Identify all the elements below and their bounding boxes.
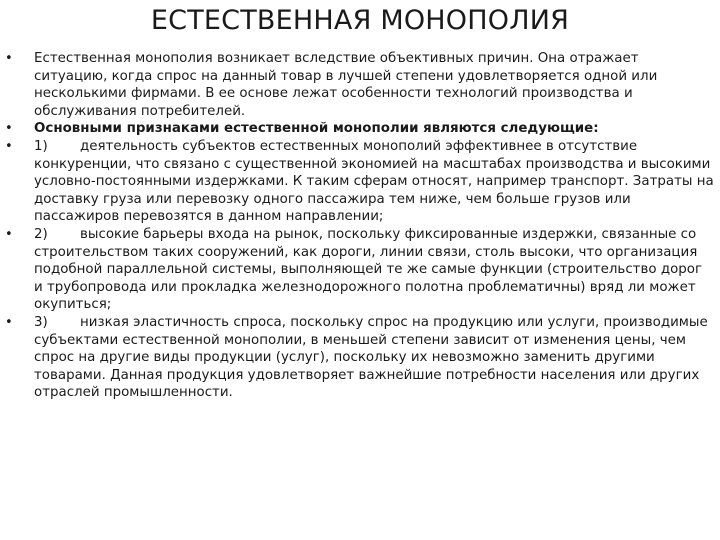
bullet-features-heading [0, 120, 720, 138]
bullet-icon: • [5, 226, 13, 242]
bullet-feature-2 [0, 226, 720, 314]
bullet-text: деятельность субъектов естественных монополий эффективнее в отсутствие конкуренции, что связано с существенной экономией на масштабах производства и высокими условно-постоянными издержками. К таким сферам относят, например транспорт. Затраты на доставку груза или перевозку одного пассажира тем ниже, чем больше грузов или пассажиров перевозятся в данном направлении; [34, 138, 714, 225]
bullet-number: 3) [34, 314, 48, 330]
bullet-text: низкая эластичность спроса, поскольку спрос на продукцию или услуги, производимые субъектами естественной монополии, в меньшей степени зависит от изменения цены, чем спрос на другие виды продукции (услуг), поскольку их невозможно заменить другими товарами. Данная продукция удовлетворяет важнейшие потребности населения или других отраслей промышленности. [34, 314, 708, 401]
slide-title: ЕСТЕСТВЕННАЯ МОНОПОЛИЯ [150, 5, 570, 36]
bullet-definition [0, 50, 720, 120]
bullet-icon: • [5, 314, 13, 330]
bullet-feature-1 [0, 138, 720, 226]
bullet-lead: Естественная монополия [34, 51, 213, 66]
bullet-icon: • [5, 51, 13, 66]
bullet-list [0, 50, 720, 402]
bullet-number: 2) [34, 226, 48, 242]
bullet-text: возникает вследствие объективных причин. Она отражает ситуацию, когда спрос на данный товар в лучшей степени удовлетворяется одной или несколькими фирмами. В ее основе лежат особенности технологий производства и обслуживания потребителей. [34, 51, 658, 119]
bullet-text: Основными признаками естественной монополии являются следующие: [34, 121, 599, 137]
bullet-icon: • [5, 121, 13, 137]
bullet-feature-3 [0, 314, 720, 402]
bullet-text: высокие барьеры входа на рынок, поскольку фиксированные издержки, связанные со строительством таких сооружений, как дороги, линии связи, столь высоки, что организация подобной параллельной системы, выполняющей те же самые функции (строительство дорог и трубопровода или прокладка железнодорожного полотна проблематичны) вряд ли может окупиться; [34, 226, 702, 313]
bullet-icon: • [5, 138, 13, 154]
bullet-number: 1) [34, 138, 48, 154]
